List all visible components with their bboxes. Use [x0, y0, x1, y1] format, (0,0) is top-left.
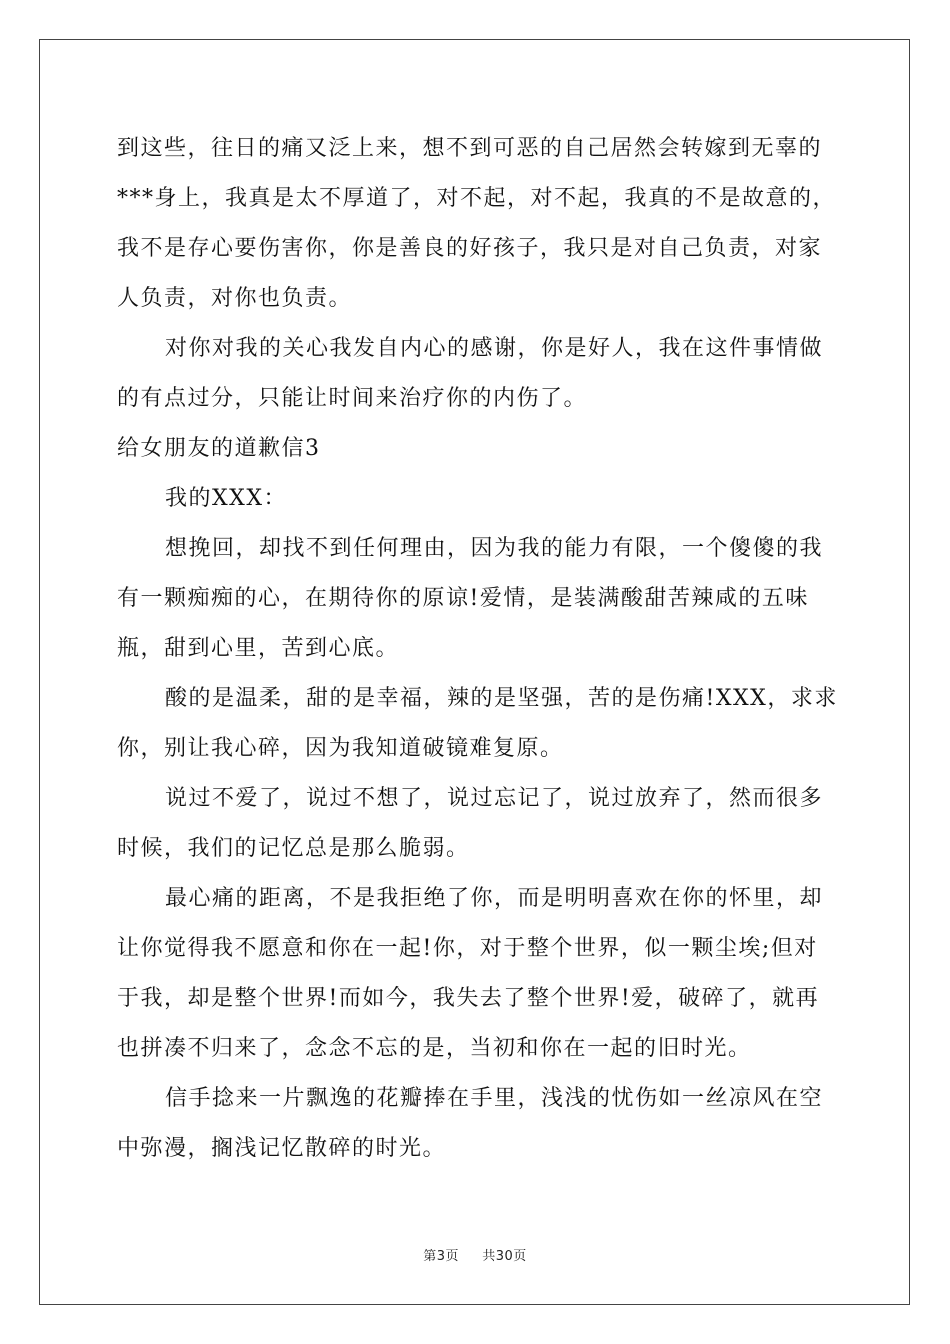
text-line: 时候，我们的记忆总是那么脆弱。	[117, 836, 470, 861]
page-footer	[0, 1245, 950, 1264]
text-line: 让你觉得我不愿意和你在一起!你，对于整个世界，似一颗尘埃;但对	[117, 936, 818, 961]
text-line: 信手捻来一片飘逸的花瓣捧在手里，浅浅的忧伤如一丝凉风在空	[165, 1086, 824, 1111]
text-line: 对你对我的关心我发自内心的感谢，你是好人，我在这件事情做	[165, 336, 824, 361]
text-line: 想挽回，却找不到任何理由，因为我的能力有限，一个傻傻的我	[165, 536, 824, 561]
page-total: 共30页	[482, 1249, 527, 1264]
text-line: 也拼凑不归来了，念念不忘的是，当初和你在一起的旧时光。	[117, 1036, 752, 1061]
document-body	[117, 124, 837, 1174]
text-line: 说过不爱了，说过不想了，说过忘记了，说过放弃了，然而很多	[165, 786, 824, 811]
text-line: 有一颗痴痴的心，在期待你的原谅!爱情，是装满酸甜苦辣咸的五味	[117, 586, 809, 611]
salutation: 我的XXX：	[165, 486, 287, 511]
section-heading: 给女朋友的道歉信3	[117, 436, 321, 461]
text-line: 人负责，对你也负责。	[117, 286, 353, 311]
text-line: 我不是存心要伤害你，你是善良的好孩子，我只是对自己负责，对家	[117, 236, 823, 261]
text-line: 最心痛的距离，不是我拒绝了你，而是明明喜欢在你的怀里，却	[165, 886, 824, 911]
text-line: 于我，却是整个世界!而如今，我失去了整个世界!爱，破碎了，就再	[117, 986, 820, 1011]
text-line: ***身上，我真是太不厚道了，对不起，对不起，我真的不是故意的，	[117, 186, 837, 211]
text-line: 中弥漫，搁浅记忆散碎的时光。	[117, 1136, 447, 1161]
text-line: 瓶，甜到心里，苦到心底。	[117, 636, 400, 661]
text-line: 到这些，往日的痛又泛上来，想不到可恶的自己居然会转嫁到无辜的	[117, 136, 823, 161]
text-line: 的有点过分，只能让时间来治疗你的内伤了。	[117, 386, 588, 411]
text-line: 你，别让我心碎，因为我知道破镜难复原。	[117, 736, 564, 761]
page-number: 第3页	[423, 1249, 459, 1264]
text-line: 酸的是温柔，甜的是幸福，辣的是坚强，苦的是伤痛!XXX，求求	[165, 686, 838, 711]
